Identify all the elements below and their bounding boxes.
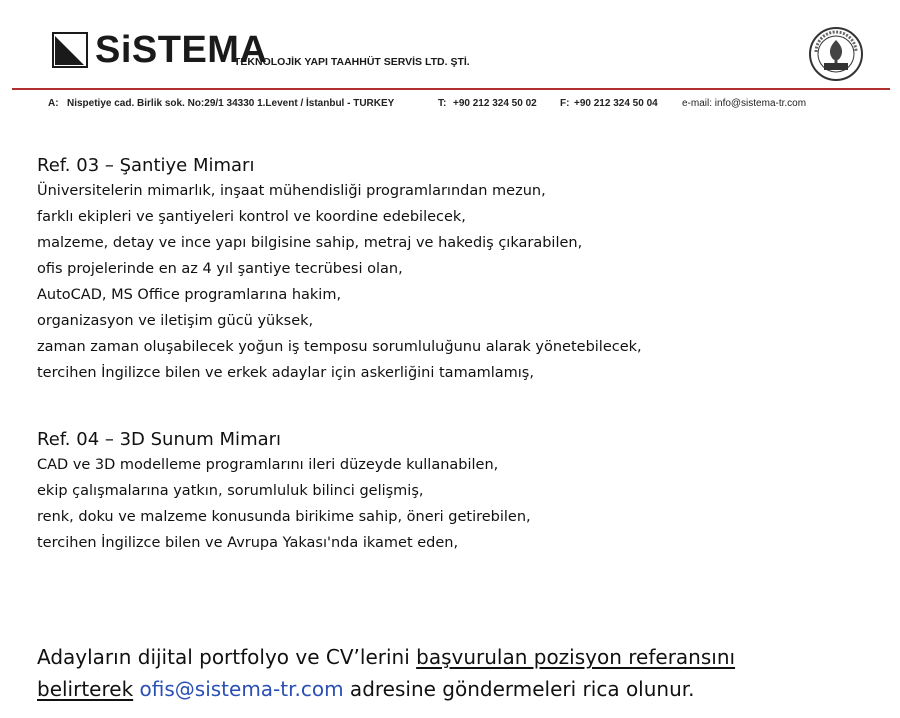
closing-underlined-text: belirterek — [37, 677, 134, 701]
header-divider — [12, 88, 890, 90]
phone-label: T: — [438, 98, 447, 109]
position-title: Ref. 03 – Şantiye Mimarı — [37, 155, 255, 176]
address-label: A: — [48, 98, 59, 109]
position-ref-03 — [37, 154, 642, 386]
requirement-line: malzeme, detay ve ince yapı bilgisine sahip, metraj ve hakediş çıkarabilen, — [37, 235, 583, 251]
position-ref-04 — [37, 428, 531, 556]
fax-label: F: — [560, 98, 570, 109]
closing-underlined-text: başvurulan pozisyon referansını — [416, 645, 736, 669]
phone-number: +90 212 324 50 02 — [453, 98, 537, 109]
closing-text: Adayların dijital portfolyo ve CV’lerini — [37, 645, 417, 669]
requirement-line: zaman zaman oluşabilecek yoğun iş temposu sorumluluğunu alarak yönetebilecek, — [37, 339, 642, 355]
brand-name: SiSTEMA — [95, 29, 268, 71]
requirement-line: tercihen İngilizce bilen ve erkek adaylar için askerliğini tamamlamış, — [37, 365, 534, 381]
green-building-council-seal-icon — [808, 26, 864, 82]
requirement-line: tercihen İngilizce bilen ve Avrupa Yakası'nda ikamet eden, — [37, 535, 459, 551]
requirement-line: CAD ve 3D modelleme programlarını ileri düzeyde kullanabilen, — [37, 457, 499, 473]
sistema-logo-icon — [52, 32, 88, 68]
requirement-line: organizasyon ve iletişim gücü yüksek, — [37, 313, 314, 329]
requirement-line: renk, doku ve malzeme konusunda birikime sahip, öneri getirebilen, — [37, 509, 531, 525]
application-instructions — [37, 641, 735, 705]
fax-number: +90 212 324 50 04 — [574, 98, 658, 109]
closing-line-1 — [37, 641, 735, 673]
requirement-line: farklı ekipleri ve şantiyeleri kontrol ve koordine edebilecek, — [37, 209, 466, 225]
closing-text: adresine göndermeleri rica olunur. — [343, 677, 695, 701]
requirement-line: AutoCAD, MS Office programlarına hakim, — [37, 287, 342, 303]
email-text[interactable]: e-mail: info@sistema-tr.com — [682, 98, 807, 109]
application-email-link[interactable]: ofis@sistema-tr.com — [139, 677, 344, 701]
requirement-line: ekip çalışmalarına yatkın, sorumluluk bilinci gelişmiş, — [37, 483, 424, 499]
closing-line-2 — [37, 673, 735, 705]
address-text: Nispetiye cad. Birlik sok. No:29/1 34330 1.Levent / İstanbul - TURKEY — [67, 98, 395, 109]
requirement-line: Üniversitelerin mimarlık, inşaat mühendisliği programlarından mezun, — [37, 183, 546, 199]
requirement-line: ofis projelerinde en az 4 yıl şantiye tecrübesi olan, — [37, 261, 403, 277]
brand-tagline: TEKNOLOJİK YAPI TAAHHÜT SERVİS LTD. ŞTİ. — [234, 56, 470, 68]
position-title: Ref. 04 – 3D Sunum Mimarı — [37, 429, 282, 450]
